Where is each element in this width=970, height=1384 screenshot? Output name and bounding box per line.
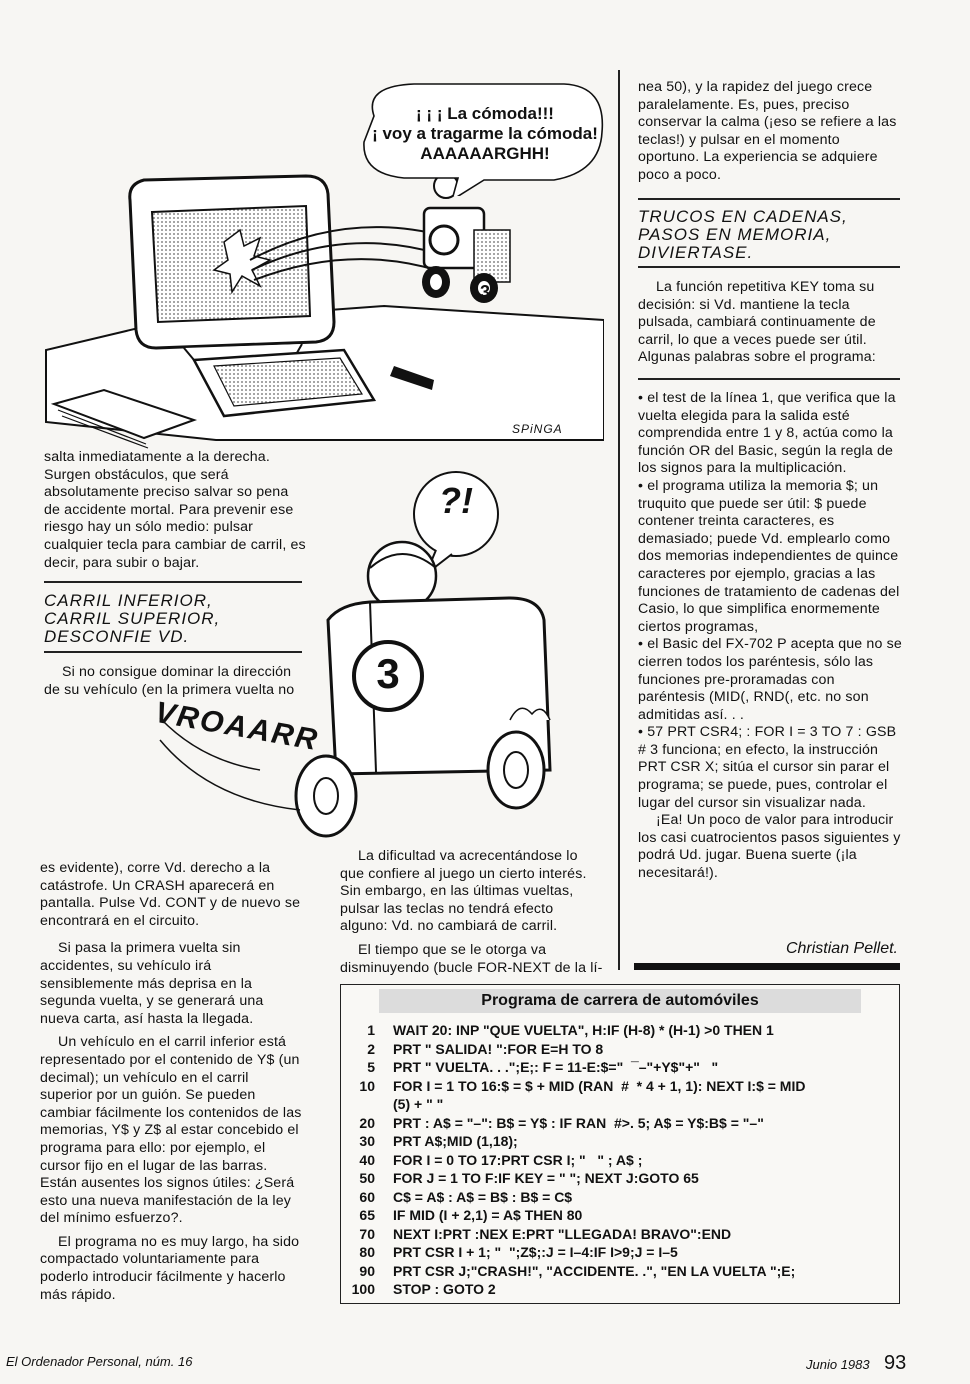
code-line	[347, 1280, 892, 1299]
line-code: FOR I = 1 TO 16:$ = $ + MID (RAN # * 4 + 1, 1): NEXT I:$ = MID (5) + " "	[393, 1077, 806, 1112]
bullet-item: • el test de la línea 1, que verifica que la vuelta elegida para la salida esté comprendida entre 1 y 8, actúa como la función OR del Basic, según la regla de los signos para la multiplicación.	[638, 390, 896, 477]
right-column-bullets	[638, 390, 902, 889]
bullet-item: • el programa utiliza la memoria $; un truquito que puede ser útil: $ puede contener treinta caracteres, es demasiado; puede Vd. emplearlo como dos memorias independientes de quince caracteres por ejemplo, gracias a las funciones de tratamiento de cadenas del Casio, lo que simplifica enormemente ciertos programas,	[638, 477, 900, 635]
code-line	[347, 1077, 892, 1114]
footer-date: Junio 1983	[806, 1357, 870, 1372]
code-line	[347, 1058, 892, 1077]
program-title: Programa de carrera de automóviles	[379, 989, 861, 1013]
line-code: PRT A$;MID (1,18);	[393, 1133, 518, 1149]
right-column-top	[638, 79, 902, 191]
line-number: 60	[359, 1188, 375, 1205]
left-column-upper	[44, 449, 306, 578]
line-number: 40	[359, 1151, 375, 1168]
divider	[638, 266, 900, 268]
line-number: 30	[359, 1133, 375, 1149]
code-line	[347, 1132, 892, 1151]
column-divider	[618, 70, 620, 970]
paragraph: El programa no es muy largo, ha sido compactado voluntariamente para poderlo introducir fácilmente y hacerlo más rápido.	[40, 1233, 300, 1303]
line-number: 50	[359, 1170, 375, 1186]
footer-publication: El Ordenador Personal, núm. 16	[6, 1354, 193, 1369]
line-number: 10	[359, 1077, 375, 1094]
author-signature: Christian Pellet.	[785, 940, 898, 957]
paragraph: Si no consigue dominar la dirección de su vehículo (en la primera vuelta no	[44, 664, 295, 698]
right-column-body	[638, 279, 902, 373]
line-code: PRT CSR J;"CRASH!", "ACCIDENTE. .", "EN LA VUELTA ";E;	[393, 1262, 796, 1279]
line-number: 20	[359, 1114, 375, 1131]
code-line	[347, 1021, 892, 1040]
middle-column-lower	[340, 848, 604, 983]
line-code: NEXT I:PRT :NEX E:PRT "LLEGADA! BRAVO":END	[393, 1225, 732, 1242]
paragraph: Si pasa la primera vuelta sin accidentes, su vehículo irá sensiblemente más deprisa en la segunda vuelta, y se generará una nueva carta, así hasta la llegada.	[40, 940, 264, 1027]
code-line	[347, 1188, 892, 1207]
line-number: 100	[351, 1281, 375, 1297]
line-number: 65	[359, 1207, 375, 1223]
page-number: 93	[884, 1352, 907, 1374]
code-line	[347, 1169, 892, 1188]
author-bar	[634, 963, 900, 970]
line-code: PRT " VUELTA. . .";E;: F = 11-E:$=" ¯–"+Y$"+" "	[393, 1059, 719, 1075]
car-number-large: 3	[376, 650, 400, 697]
code-line	[347, 1206, 892, 1225]
speech-bubble-text: ¡ ¡ ¡ La cómoda!!! ¡ voy a tragarme la cómoda! AAAAAARGHH!	[372, 104, 598, 163]
line-number: 80	[359, 1244, 375, 1260]
paragraph: Un vehículo en el carril inferior está representado por el contenido de Y$ (un decimal); un vehículo en el carril superior por un guión. Se pueden cambiar fácilmente los contenidos de las memorias, Y$ y Z$ al estar concebido el programa para ello: por ejemplo, el cursor fijo en el lugar de las barras. Están ausentes los signos útiles: ¿Será esto una nueva manifestación de la ley del mínimo esfuerzo?.	[40, 1034, 302, 1227]
divider	[638, 198, 900, 200]
program-listing-box	[340, 984, 900, 1304]
paragraph: salta inmediatamente a la derecha. Surgen obstáculos, que será absolutamente preciso salvar so pena de accidente mortal. Para prevenir ese riesgo hay un sólo medio: pulsar cualquier tecla para cambiar de carril, es decir, para subir o bajar.	[44, 449, 306, 571]
section-heading-carril: CARRIL INFERIOR, CARRIL SUPERIOR, DESCONFIE VD.	[44, 591, 221, 646]
paragraph: El tiempo que se le otorga va disminuyendo (bucle FOR-NEXT de la lí-	[340, 941, 603, 976]
line-code: IF MID (I + 2,1) = A$ THEN 80	[393, 1207, 583, 1223]
divider	[44, 581, 302, 583]
line-code: FOR J = 1 TO F:IF KEY = " "; NEXT J:GOTO 65	[393, 1170, 699, 1186]
line-number: 70	[359, 1225, 375, 1242]
paragraph: nea 50), y la rapidez del juego crece paralelamente. Es, pues, preciso conservar la calma (¡eso se refiere a las teclas!) y pulsar en el momento oportuno. La experiencia se adquiere poco a poco.	[638, 79, 897, 183]
sound-effect: VROAARR	[152, 695, 322, 758]
cartoon-computer-illustration	[44, 60, 604, 450]
car-number: 3	[480, 282, 491, 302]
line-code: C$ = A$ : A$ = B$ : B$ = C$	[393, 1188, 573, 1205]
paragraph: La dificultad va acrecentándose lo que confiere al juego un cierto interés. Sin embargo, en las últimas vueltas, pulsar las teclas no tendrá efecto alguno: Vd. no cambiará de carril.	[340, 848, 587, 935]
line-number: 5	[367, 1059, 375, 1075]
left-column-upper-2	[44, 664, 306, 705]
bullet-item: • 57 PRT CSR4; : FOR I = 3 TO 7 : GSB # 3 funciona; en efecto, la instrucción PRT CSR X; sitúa el cursor sin parar el programa; se puede, pues, controlar el lugar del cursor sin visualizar nada.	[638, 724, 897, 811]
line-code: WAIT 20: INP "QUE VUELTA", H:IF (H-8) * (H-1) >0 THEN 1	[393, 1022, 774, 1038]
code-line	[347, 1040, 892, 1059]
exclamation-bubble: ?!	[439, 480, 473, 521]
line-number: 2	[367, 1040, 375, 1057]
paragraph: ¡Ea! Un poco de valor para introducir los casi cuatrocientos pasos siguientes y podrá Ud. jugar. Buena suerte (¡la necesitará!).	[638, 812, 901, 882]
divider	[44, 651, 302, 653]
code-line	[347, 1262, 892, 1281]
code-line	[347, 1243, 892, 1262]
divider	[638, 378, 900, 380]
code-line	[347, 1151, 892, 1170]
line-code: PRT " SALIDA! ":FOR E=H TO 8	[393, 1040, 604, 1057]
line-code: PRT : A$ = "–": B$ = Y$ : IF RAN #>. 5; A$ = Y$:B$ = "–"	[393, 1114, 764, 1131]
line-code: STOP : GOTO 2	[393, 1281, 496, 1297]
code-line	[347, 1225, 892, 1244]
program-lines	[347, 1021, 892, 1299]
artist-signature: SPiNGA	[512, 422, 563, 436]
line-number: 1	[367, 1022, 375, 1038]
line-code: PRT CSR I + 1; " ";Z$;:J = I–4:IF I>9;J = I–5	[393, 1244, 678, 1260]
code-line	[347, 1114, 892, 1133]
bullet-item: • el Basic del FX-702 P acepta que no se cierren todos los paréntesis, sólo las funciones pre-proramadas con paréntesis (MID(, RND(, etc. no son admitidas así. . .	[638, 636, 902, 723]
section-heading-trucos: TRUCOS EN CADENAS, PASOS EN MEMORIA, DIVIERTASE.	[638, 207, 848, 262]
line-number: 90	[359, 1262, 375, 1279]
paragraph: La función repetitiva KEY toma su decisión: si Vd. mantiene la tecla pulsada, cambiará continuamente de carril, lo que a veces puede ser útil. Algunas palabras sobre el programa:	[638, 279, 876, 366]
paragraph: es evidente), corre Vd. derecho a la catástrofe. Un CRASH aparecerá en pantalla. Pulse Vd. CONT y de nuevo se encontrará en el circuito.	[40, 860, 301, 929]
left-column-lower	[40, 860, 304, 1310]
line-code: FOR I = 0 TO 17:PRT CSR I; " " ; A$ ;	[393, 1151, 643, 1168]
